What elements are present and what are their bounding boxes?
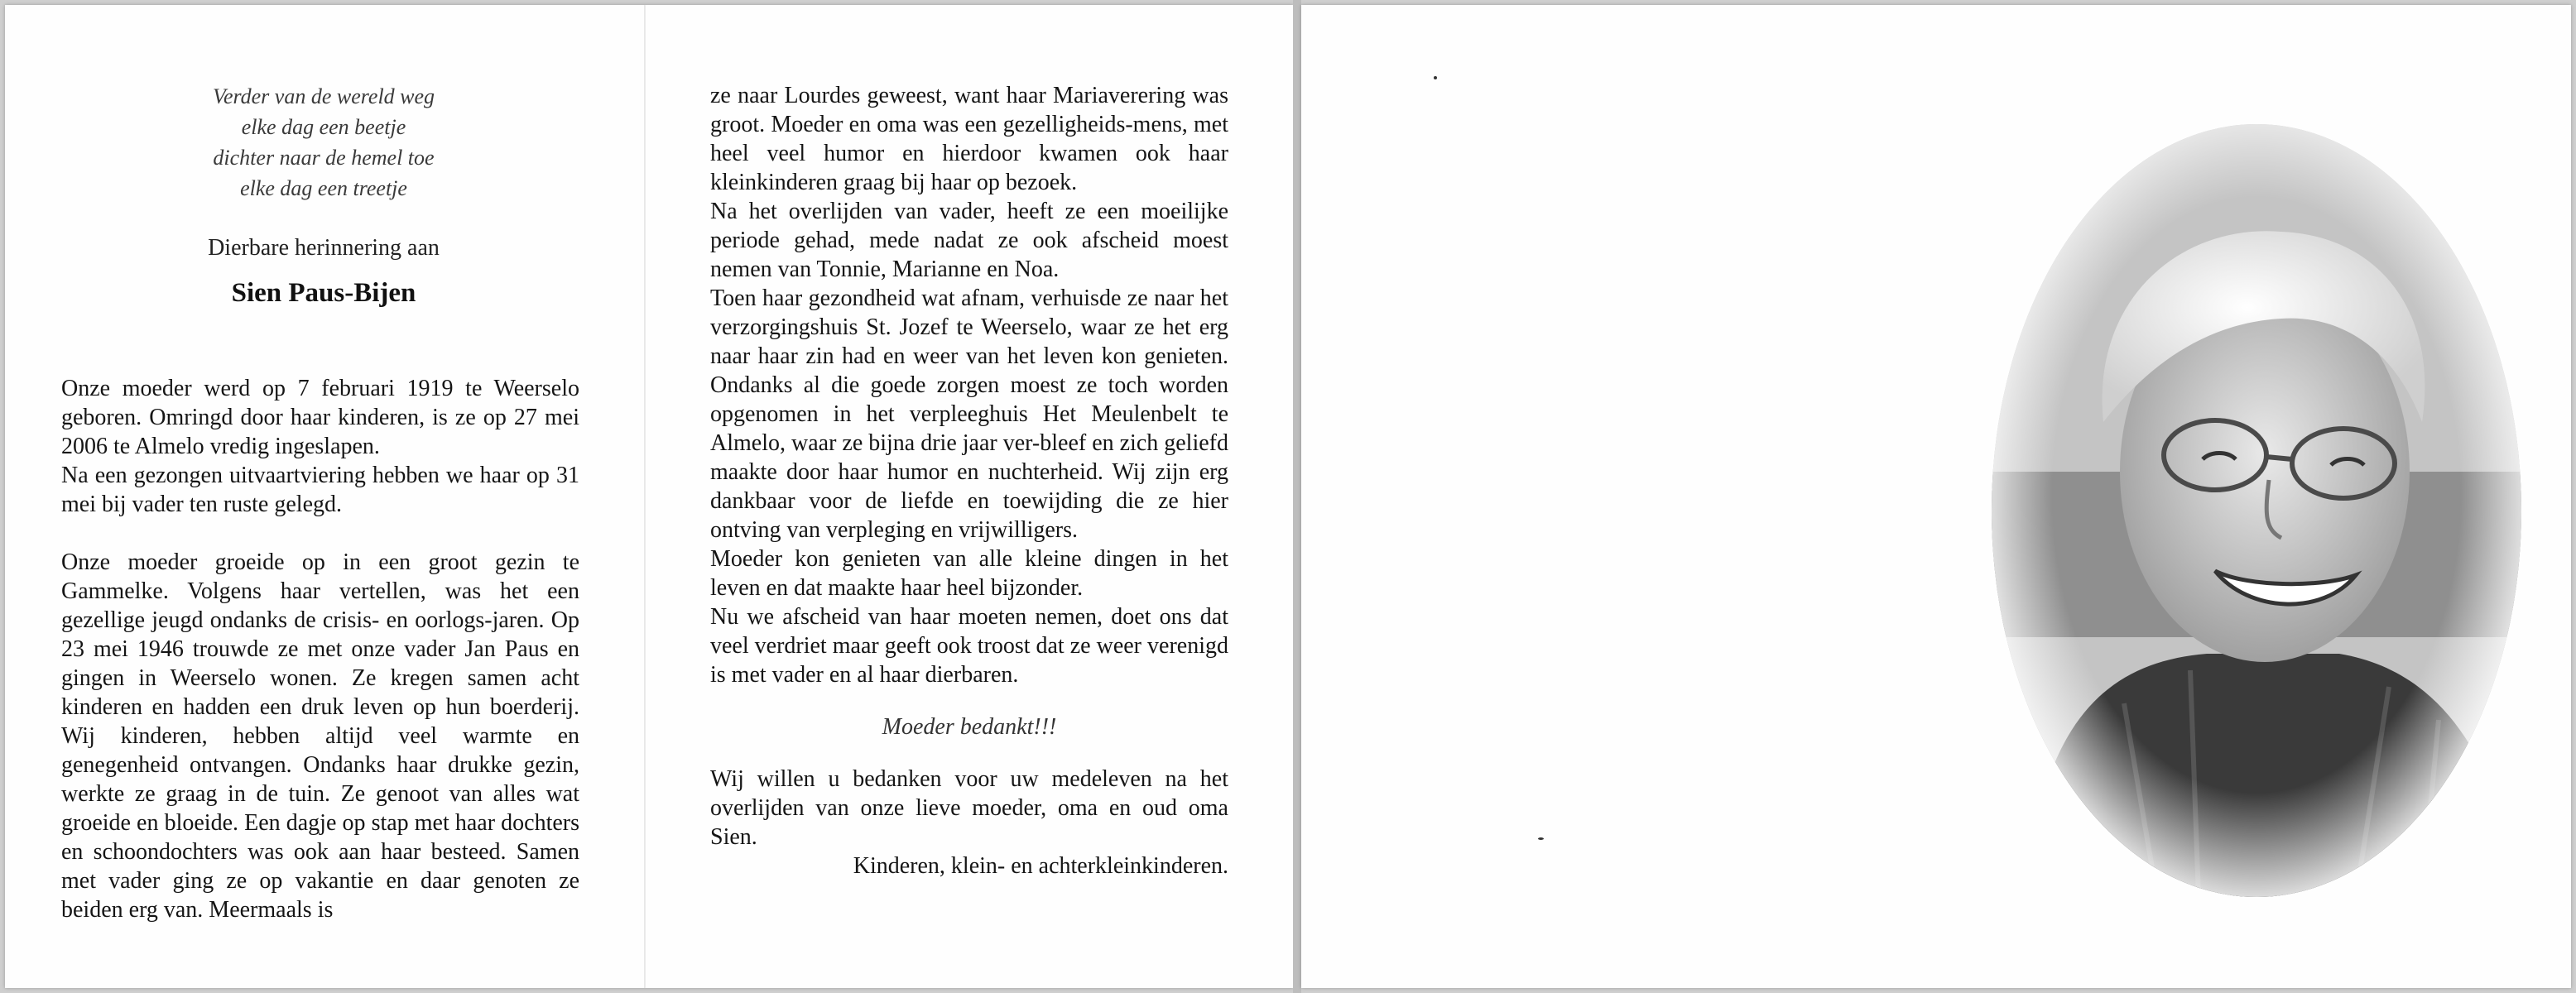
poem bbox=[162, 81, 485, 204]
portrait-photo bbox=[1992, 124, 2521, 897]
card-fold bbox=[644, 5, 646, 988]
memory-heading: Dierbare herinnering aan bbox=[208, 235, 440, 261]
scan-speck bbox=[1538, 837, 1544, 840]
paragraph: Na het overlijden van vader, heeft ze een moeilijke periode gehad, mede nadat ze ook afscheid moest nemen van Tonnie, Marianne en Noa. bbox=[710, 199, 1228, 282]
deceased-name: Sien Paus-Bijen bbox=[231, 278, 416, 308]
thanks-line: Moeder bedankt!!! bbox=[882, 714, 1057, 740]
paragraph: Toen haar gezondheid wat afnam, verhuisde ze naar het verzorgingshuis St. Jozef te Weerselo, waar ze het erg naar haar zin had en weer van het leven kon genieten. Ondanks al die goede zorgen moest ze toch worden opgenomen in het verpleeghuis Het Meulenbelt te Almelo, waar ze bijna drie jaar ver-bleef en zich geliefd maakte door haar humor en nuchterheid. Wij zijn erg dankbaar voor de liefde en toewijding die ze hier ontving van verpleging en vrijwilligers. bbox=[710, 285, 1228, 543]
scan-speck bbox=[1434, 76, 1437, 79]
left-text-column bbox=[61, 374, 579, 924]
poem-line: elke dag een treetje bbox=[240, 176, 407, 200]
paragraph: Onze moeder werd op 7 februari 1919 te Weerselo geboren. Omringd door haar kinderen, is ze op 27 mei 2006 te Almelo vredig ingeslapen. bbox=[61, 376, 579, 459]
paragraph: Wij willen u bedanken voor uw medeleven na het overlijden van onze lieve moeder, oma en oud oma Sien. bbox=[710, 766, 1228, 850]
vignette bbox=[1992, 124, 2521, 897]
paragraph: ze naar Lourdes geweest, want haar Mariaverering was groot. Moeder en oma was een gezelligheids-mens, met heel veel humor en hierdoor kwamen ook haar kleinkinderen graag bij haar op bezoek. bbox=[710, 83, 1228, 195]
paragraph: Moeder kon genieten van alle kleine dingen in het leven en dat maakte haar heel bijzonder. bbox=[710, 546, 1228, 601]
paragraph: Nu we afscheid van haar moeten nemen, doet ons dat veel verdriet maar geeft ook troost dat ze weer verenigd is met vader en al haar dierbaren. bbox=[710, 604, 1228, 688]
poem-line: Verder van de wereld weg bbox=[212, 84, 435, 108]
scan-gutter bbox=[1293, 0, 1301, 993]
poem-line: elke dag een beetje bbox=[241, 115, 406, 139]
right-text-column bbox=[710, 81, 1228, 880]
poem-line: dichter naar de hemel toe bbox=[213, 146, 435, 170]
signature: Kinderen, klein- en achterkleinkinderen. bbox=[853, 853, 1228, 879]
paragraph: Na een gezongen uitvaartviering hebben we haar op 31 mei bij vader ten ruste gelegd. bbox=[61, 463, 579, 517]
paragraph: Onze moeder groeide op in een groot gezin te Gammelke. Volgens haar vertellen, was het een gezellige jeugd ondanks de crisis- en oorlogs-jaren. Op 23 mei 1946 trouwde ze met onze vader Jan Paus en gingen in Weerselo wonen. Ze kregen samen acht kinderen en hadden een druk leven op hun boerderij. Wij kinderen, hebben altijd veel warmte en genegenheid ontvangen. Ondanks haar drukke gezin, werkte ze graag in de tuin. Ze genoot van alles wat groeide en bloeide. Een dagje op stap met haar dochters en schoondochters was ook aan haar besteed. Samen met vader ging ze op vakantie en daar genoten ze beiden erg van. Meermaals is bbox=[61, 549, 579, 923]
portrait-illustration bbox=[1992, 124, 2521, 897]
